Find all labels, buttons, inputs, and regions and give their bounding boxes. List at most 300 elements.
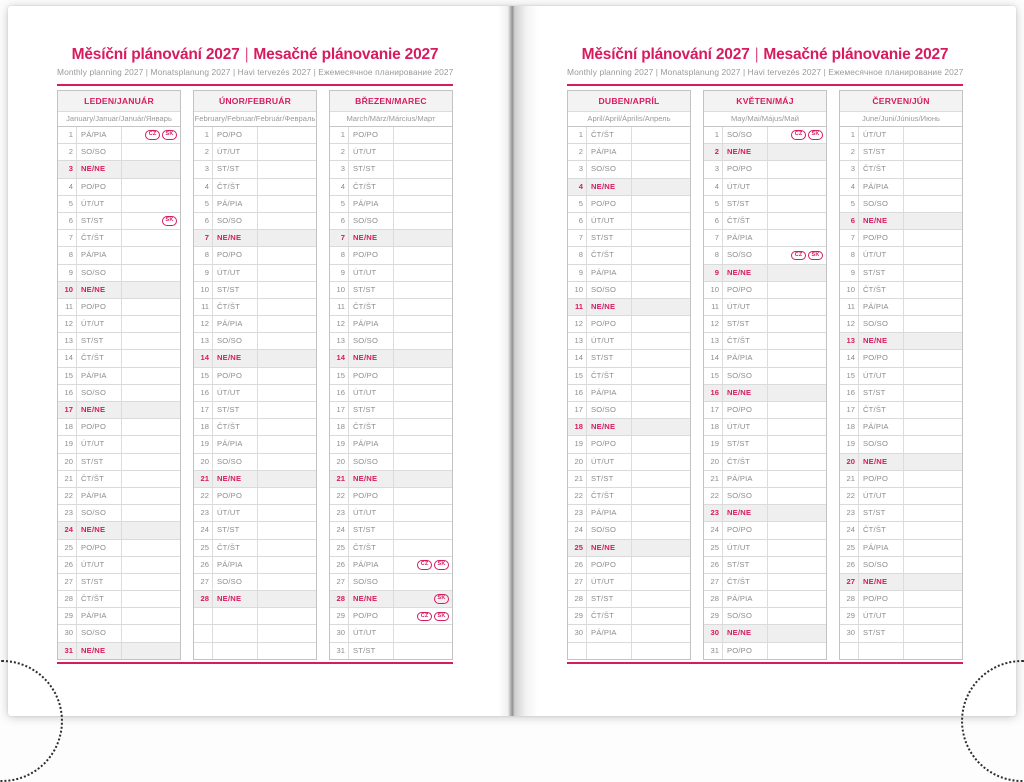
day-number: 5 bbox=[194, 196, 213, 212]
weekday-label: SO/SO bbox=[77, 144, 122, 160]
day-row bbox=[330, 488, 452, 505]
day-row bbox=[194, 540, 316, 557]
notes-cell bbox=[258, 161, 316, 177]
day-number: 19 bbox=[568, 436, 587, 452]
notes-cell bbox=[632, 144, 690, 160]
notes-cell bbox=[394, 419, 452, 435]
day-number: 6 bbox=[330, 213, 349, 229]
day-number: 17 bbox=[568, 402, 587, 418]
notes-cell bbox=[258, 540, 316, 556]
month-table bbox=[839, 90, 963, 660]
day-row bbox=[840, 179, 962, 196]
weekday-label: PÁ/PIA bbox=[349, 557, 394, 573]
notes-cell bbox=[632, 282, 690, 298]
weekday-label: PO/PO bbox=[349, 608, 394, 624]
day-row bbox=[330, 522, 452, 539]
day-row bbox=[568, 574, 690, 591]
day-row bbox=[840, 625, 962, 642]
day-row bbox=[58, 385, 180, 402]
weekday-label: ST/ST bbox=[859, 265, 904, 281]
day-number: 3 bbox=[568, 161, 587, 177]
day-number: 16 bbox=[58, 385, 77, 401]
left-month-tables bbox=[57, 90, 453, 660]
day-row bbox=[704, 419, 826, 436]
notes-cell bbox=[632, 557, 690, 573]
notes-cell bbox=[394, 540, 452, 556]
notes-cell bbox=[904, 591, 962, 607]
notes-cell bbox=[394, 299, 452, 315]
sk-holiday-badge: SK bbox=[808, 251, 823, 261]
weekday-label: ÚT/UT bbox=[859, 368, 904, 384]
day-number: 30 bbox=[704, 625, 723, 641]
weekday-label: PO/PO bbox=[587, 316, 632, 332]
weekday-label: NE/NE bbox=[723, 625, 768, 641]
weekday-label: PÁ/PIA bbox=[723, 471, 768, 487]
day-number: 1 bbox=[58, 127, 77, 143]
day-row bbox=[568, 144, 690, 161]
notes-cell bbox=[122, 643, 180, 659]
notes-cell bbox=[122, 419, 180, 435]
notes-cell bbox=[122, 247, 180, 263]
day-row bbox=[840, 265, 962, 282]
day-number: 18 bbox=[194, 419, 213, 435]
right-page bbox=[512, 6, 1016, 716]
day-row bbox=[704, 385, 826, 402]
weekday-label: ÚT/UT bbox=[77, 436, 122, 452]
page-title bbox=[57, 46, 453, 64]
day-row bbox=[840, 522, 962, 539]
weekday-label: ST/ST bbox=[587, 591, 632, 607]
day-number: 22 bbox=[194, 488, 213, 504]
day-number: 3 bbox=[840, 161, 859, 177]
day-row bbox=[704, 488, 826, 505]
page-subtitle: Monthly planning 2027 | Monatsplanung 2027 | Havi tervezés 2027 | Ежемесячное планирование 2027 bbox=[57, 67, 454, 77]
weekday-label: ČT/ŠT bbox=[859, 282, 904, 298]
weekday-label: ČT/ŠT bbox=[77, 471, 122, 487]
notes-cell bbox=[394, 316, 452, 332]
weekday-label: ST/ST bbox=[213, 402, 258, 418]
weekday-label: PO/PO bbox=[587, 557, 632, 573]
day-number: 2 bbox=[704, 144, 723, 160]
weekday-label: PO/PO bbox=[77, 179, 122, 195]
notes-cell bbox=[768, 488, 826, 504]
notes-cell bbox=[394, 230, 452, 246]
day-row bbox=[568, 196, 690, 213]
day-row bbox=[58, 454, 180, 471]
day-row bbox=[568, 179, 690, 196]
weekday-label: PO/PO bbox=[77, 419, 122, 435]
day-number: 5 bbox=[704, 196, 723, 212]
day-number: 9 bbox=[840, 265, 859, 281]
notes-cell bbox=[258, 402, 316, 418]
month-subtitle: February/Februar/Február/Февраль bbox=[194, 112, 316, 127]
notes-cell bbox=[632, 179, 690, 195]
day-number: 6 bbox=[568, 213, 587, 229]
notes-cell bbox=[768, 230, 826, 246]
day-number: 15 bbox=[58, 368, 77, 384]
day-number: 1 bbox=[194, 127, 213, 143]
day-row bbox=[58, 144, 180, 161]
day-number: 20 bbox=[330, 454, 349, 470]
sk-holiday-badge: SK bbox=[434, 594, 449, 604]
weekday-label: ÚT/UT bbox=[587, 333, 632, 349]
weekday-label: NE/NE bbox=[349, 591, 394, 607]
day-row bbox=[568, 625, 690, 642]
weekday-label bbox=[859, 643, 904, 659]
notes-cell bbox=[122, 265, 180, 281]
day-number: 21 bbox=[58, 471, 77, 487]
day-row bbox=[704, 213, 826, 230]
day-row bbox=[330, 213, 452, 230]
day-number: 20 bbox=[840, 454, 859, 470]
day-number: 16 bbox=[840, 385, 859, 401]
day-row bbox=[840, 454, 962, 471]
day-row bbox=[568, 350, 690, 367]
notes-cell bbox=[904, 144, 962, 160]
day-row bbox=[840, 127, 962, 144]
notes-cell bbox=[258, 230, 316, 246]
month-name: LEDEN/JANUÁR bbox=[58, 91, 180, 112]
empty-day-row bbox=[194, 643, 316, 659]
day-number: 28 bbox=[58, 591, 77, 607]
day-row bbox=[704, 608, 826, 625]
weekday-label: ÚT/UT bbox=[77, 196, 122, 212]
day-row bbox=[840, 196, 962, 213]
notes-cell bbox=[258, 608, 316, 624]
weekday-label: ČT/ŠT bbox=[587, 127, 632, 143]
day-number: 31 bbox=[58, 643, 77, 659]
day-row bbox=[58, 368, 180, 385]
notes-cell bbox=[768, 419, 826, 435]
weekday-label: PÁ/PIA bbox=[723, 350, 768, 366]
weekday-label: PO/PO bbox=[723, 402, 768, 418]
weekday-label: PÁ/PIA bbox=[213, 557, 258, 573]
day-number: 30 bbox=[568, 625, 587, 641]
notes-cell bbox=[632, 333, 690, 349]
notes-cell bbox=[768, 402, 826, 418]
sk-holiday-badge: SK bbox=[162, 216, 177, 226]
day-row bbox=[330, 299, 452, 316]
weekday-label: ČT/ŠT bbox=[349, 419, 394, 435]
sk-holiday-badge: SK bbox=[434, 612, 449, 622]
day-number: 21 bbox=[568, 471, 587, 487]
day-number: 10 bbox=[194, 282, 213, 298]
notes-cell bbox=[904, 454, 962, 470]
notes-cell bbox=[394, 643, 452, 659]
notes-cell bbox=[258, 505, 316, 521]
day-row bbox=[58, 625, 180, 642]
weekday-label: ST/ST bbox=[723, 316, 768, 332]
notes-cell bbox=[394, 471, 452, 487]
weekday-label: PO/PO bbox=[213, 247, 258, 263]
day-number: 15 bbox=[330, 368, 349, 384]
day-number: 6 bbox=[704, 213, 723, 229]
day-row bbox=[704, 350, 826, 367]
weekday-label: ČT/ŠT bbox=[213, 419, 258, 435]
day-number: 9 bbox=[330, 265, 349, 281]
notes-cell bbox=[632, 265, 690, 281]
weekday-label: NE/NE bbox=[723, 144, 768, 160]
day-row bbox=[840, 299, 962, 316]
weekday-label: NE/NE bbox=[859, 333, 904, 349]
day-row bbox=[330, 333, 452, 350]
notes-cell bbox=[904, 419, 962, 435]
notes-cell bbox=[768, 144, 826, 160]
day-number: 26 bbox=[568, 557, 587, 573]
day-row bbox=[568, 368, 690, 385]
cz-holiday-badge: CZ bbox=[145, 130, 160, 140]
day-number: 17 bbox=[58, 402, 77, 418]
day-number: 7 bbox=[330, 230, 349, 246]
day-row bbox=[840, 471, 962, 488]
notes-cell bbox=[258, 643, 316, 659]
day-number: 16 bbox=[704, 385, 723, 401]
day-row bbox=[704, 471, 826, 488]
day-number: 11 bbox=[330, 299, 349, 315]
day-number: 4 bbox=[194, 179, 213, 195]
notes-cell bbox=[394, 574, 452, 590]
day-row bbox=[568, 247, 690, 264]
day-number: 27 bbox=[840, 574, 859, 590]
day-number: 26 bbox=[840, 557, 859, 573]
day-number: 14 bbox=[840, 350, 859, 366]
day-number: 18 bbox=[840, 419, 859, 435]
notes-cell bbox=[122, 608, 180, 624]
day-row bbox=[704, 505, 826, 522]
weekday-label: ST/ST bbox=[723, 557, 768, 573]
day-number: 2 bbox=[330, 144, 349, 160]
notes-cell bbox=[904, 282, 962, 298]
day-number bbox=[840, 643, 859, 659]
day-number bbox=[194, 608, 213, 624]
day-number: 14 bbox=[704, 350, 723, 366]
weekday-label: NE/NE bbox=[349, 471, 394, 487]
day-number: 22 bbox=[330, 488, 349, 504]
day-row bbox=[330, 385, 452, 402]
top-rule bbox=[567, 84, 963, 86]
notes-cell bbox=[122, 625, 180, 641]
weekday-label: ÚT/UT bbox=[723, 540, 768, 556]
weekday-label: ÚT/UT bbox=[349, 144, 394, 160]
day-number: 27 bbox=[194, 574, 213, 590]
weekday-label: SO/SO bbox=[723, 368, 768, 384]
weekday-label: ČT/ŠT bbox=[859, 522, 904, 538]
notes-cell bbox=[768, 574, 826, 590]
notes-cell bbox=[632, 522, 690, 538]
day-row bbox=[58, 230, 180, 247]
day-row bbox=[330, 574, 452, 591]
day-number: 4 bbox=[704, 179, 723, 195]
day-number: 17 bbox=[704, 402, 723, 418]
notes-cell bbox=[632, 230, 690, 246]
day-row bbox=[840, 402, 962, 419]
day-row bbox=[568, 540, 690, 557]
notes-cell bbox=[122, 368, 180, 384]
day-row bbox=[330, 247, 452, 264]
weekday-label: PÁ/PIA bbox=[213, 316, 258, 332]
weekday-label: PO/PO bbox=[859, 350, 904, 366]
weekday-label: ÚT/UT bbox=[859, 127, 904, 143]
notes-cell bbox=[258, 127, 316, 143]
notes-cell bbox=[258, 385, 316, 401]
notes-cell bbox=[768, 625, 826, 641]
notes-cell bbox=[258, 454, 316, 470]
notes-cell bbox=[122, 402, 180, 418]
weekday-label: PÁ/PIA bbox=[213, 436, 258, 452]
day-row bbox=[704, 282, 826, 299]
notes-cell bbox=[904, 213, 962, 229]
weekday-label: SO/SO bbox=[723, 488, 768, 504]
day-row bbox=[58, 574, 180, 591]
day-row bbox=[840, 505, 962, 522]
day-number: 18 bbox=[568, 419, 587, 435]
day-number: 25 bbox=[568, 540, 587, 556]
day-number: 27 bbox=[568, 574, 587, 590]
weekday-label bbox=[213, 625, 258, 641]
day-row bbox=[704, 316, 826, 333]
day-row bbox=[330, 368, 452, 385]
month-table bbox=[329, 90, 453, 660]
weekday-label: NE/NE bbox=[349, 230, 394, 246]
notes-cell bbox=[904, 333, 962, 349]
weekday-label: SO/SO bbox=[723, 608, 768, 624]
notes-cell bbox=[122, 299, 180, 315]
weekday-label: PÁ/PIA bbox=[587, 265, 632, 281]
notes-cell bbox=[394, 247, 452, 263]
day-number bbox=[194, 625, 213, 641]
day-number: 3 bbox=[330, 161, 349, 177]
day-row bbox=[194, 316, 316, 333]
day-row bbox=[840, 368, 962, 385]
notes-cell bbox=[122, 350, 180, 366]
weekday-label: NE/NE bbox=[213, 230, 258, 246]
day-row bbox=[58, 299, 180, 316]
day-number: 5 bbox=[568, 196, 587, 212]
month-subtitle: June/Juni/Június/Июнь bbox=[840, 112, 962, 127]
day-number: 30 bbox=[58, 625, 77, 641]
day-number: 21 bbox=[840, 471, 859, 487]
day-row bbox=[704, 522, 826, 539]
weekday-label: PÁ/PIA bbox=[859, 419, 904, 435]
month-subtitle: January/Januar/Január/Январь bbox=[58, 112, 180, 127]
day-number: 23 bbox=[704, 505, 723, 521]
notes-cell bbox=[632, 471, 690, 487]
day-number: 31 bbox=[704, 643, 723, 659]
weekday-label: NE/NE bbox=[723, 505, 768, 521]
day-row bbox=[840, 385, 962, 402]
weekday-label: NE/NE bbox=[587, 540, 632, 556]
weekday-label: ST/ST bbox=[349, 282, 394, 298]
notes-cell bbox=[904, 471, 962, 487]
day-number: 6 bbox=[58, 213, 77, 229]
day-row bbox=[840, 419, 962, 436]
notes-cell bbox=[768, 385, 826, 401]
day-number: 19 bbox=[330, 436, 349, 452]
day-number: 10 bbox=[840, 282, 859, 298]
notes-cell bbox=[768, 196, 826, 212]
notes-cell bbox=[904, 557, 962, 573]
notes-cell bbox=[768, 557, 826, 573]
day-row bbox=[840, 282, 962, 299]
day-number: 21 bbox=[330, 471, 349, 487]
notes-cell bbox=[904, 316, 962, 332]
notes-cell bbox=[768, 213, 826, 229]
title-separator: | bbox=[754, 46, 759, 63]
weekday-label: PO/PO bbox=[349, 247, 394, 263]
day-number: 20 bbox=[58, 454, 77, 470]
day-number: 25 bbox=[704, 540, 723, 556]
day-row bbox=[330, 350, 452, 367]
notes-cell bbox=[768, 350, 826, 366]
notes-cell bbox=[122, 230, 180, 246]
notes-cell bbox=[904, 161, 962, 177]
day-row bbox=[704, 368, 826, 385]
day-row bbox=[194, 144, 316, 161]
day-row bbox=[568, 402, 690, 419]
notes-cell bbox=[122, 540, 180, 556]
day-number: 13 bbox=[194, 333, 213, 349]
weekday-label: SO/SO bbox=[349, 213, 394, 229]
notes-cell bbox=[904, 436, 962, 452]
weekday-label: PO/PO bbox=[213, 127, 258, 143]
weekday-label: PO/PO bbox=[213, 368, 258, 384]
day-number: 10 bbox=[704, 282, 723, 298]
notes-cell bbox=[394, 436, 452, 452]
weekday-label: ST/ST bbox=[349, 522, 394, 538]
day-row bbox=[568, 385, 690, 402]
day-number: 23 bbox=[840, 505, 859, 521]
notes-cell bbox=[122, 454, 180, 470]
day-row bbox=[58, 350, 180, 367]
notes-cell bbox=[394, 557, 452, 573]
notes-cell bbox=[904, 488, 962, 504]
bottom-rule bbox=[567, 662, 963, 664]
weekday-label: NE/NE bbox=[859, 574, 904, 590]
weekday-label: ČT/ŠT bbox=[587, 368, 632, 384]
weekday-label: ÚT/UT bbox=[723, 179, 768, 195]
notes-cell bbox=[904, 643, 962, 659]
weekday-label: PO/PO bbox=[587, 196, 632, 212]
day-row bbox=[840, 488, 962, 505]
weekday-label: ST/ST bbox=[723, 436, 768, 452]
day-row bbox=[58, 265, 180, 282]
notes-cell bbox=[904, 522, 962, 538]
notes-cell bbox=[904, 540, 962, 556]
weekday-label: NE/NE bbox=[77, 522, 122, 538]
notes-cell bbox=[632, 161, 690, 177]
day-number: 8 bbox=[840, 247, 859, 263]
day-number: 18 bbox=[704, 419, 723, 435]
day-row bbox=[704, 299, 826, 316]
weekday-label: SO/SO bbox=[723, 247, 768, 263]
weekday-label bbox=[213, 608, 258, 624]
day-number: 26 bbox=[330, 557, 349, 573]
day-row bbox=[568, 230, 690, 247]
day-number: 4 bbox=[568, 179, 587, 195]
day-number: 26 bbox=[704, 557, 723, 573]
day-number: 24 bbox=[330, 522, 349, 538]
day-number: 18 bbox=[58, 419, 77, 435]
weekday-label: PÁ/PIA bbox=[587, 625, 632, 641]
notes-cell bbox=[632, 247, 690, 263]
day-row bbox=[704, 247, 826, 264]
notes-cell bbox=[768, 608, 826, 624]
day-number: 9 bbox=[704, 265, 723, 281]
weekday-label: ČT/ŠT bbox=[587, 488, 632, 504]
page-title-czech: Měsíční plánování 2027 bbox=[71, 46, 240, 63]
day-row bbox=[58, 127, 180, 144]
notes-cell bbox=[632, 488, 690, 504]
